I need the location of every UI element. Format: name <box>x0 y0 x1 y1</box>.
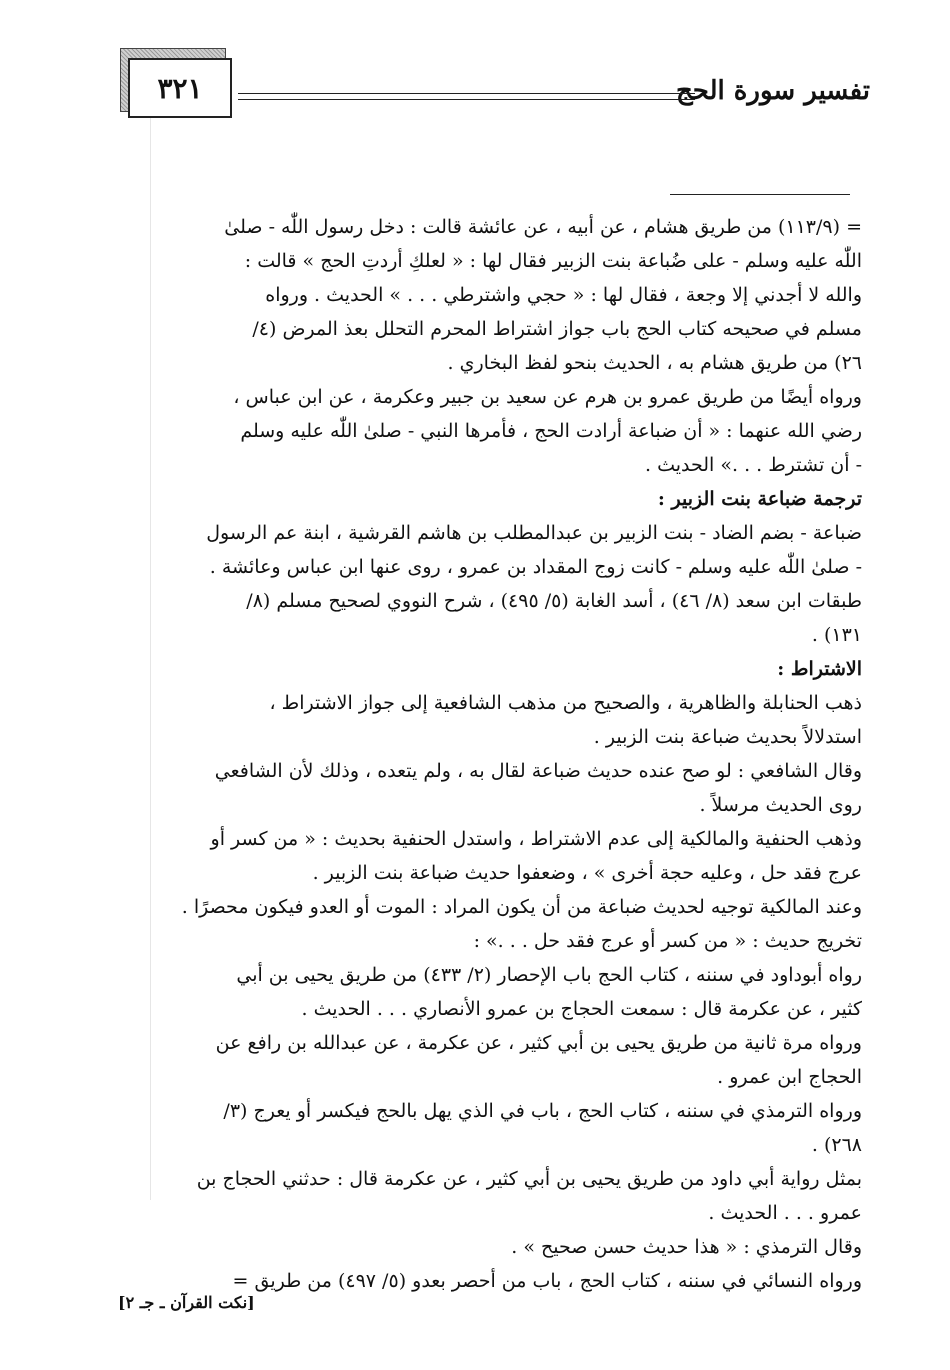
text-line: وقال الشافعي : لو صح عنده حديث ضباعة لقال به ، ولم يتعده ، وذلك لأن الشافعي <box>214 760 862 782</box>
text-line: رواه أبوداود في سننه ، كتاب الحج باب الإحصار (٢/ ٤٣٣) من طريق يحيى بن أبي <box>236 964 862 986</box>
text-line: استدلالاً بحديث ضباعة بنت الزبير . <box>593 726 862 748</box>
section-heading: ترجمة ضباعة بنت الزبير : <box>657 488 862 510</box>
text-line: ورواه أيضًا من طريق عمرو بن هرم عن سعيد بن جبير وعكرمة ، عن ابن عباس ، <box>233 386 862 408</box>
text-line: والله لا أجدني إلا وجعة ، فقال لها : « حجي واشترطي . . . » الحديث . ورواه <box>265 284 862 306</box>
text-line: ضباعة - بضم الضاد - بنت الزبير بن عبدالمطلب بن هاشم القرشية ، ابنة عم الرسول <box>206 522 862 544</box>
text-line: - صلىٰ اللّٰه عليه وسلم - كانت زوج المقداد بن عمرو ، روى عنها ابن عباس وعائشة . <box>209 556 862 578</box>
text-line: وقال الترمذي : « هذا حديث حسن صحيح » . <box>511 1236 862 1258</box>
text-line: بمثل رواية أبي داود من طريق يحيى بن أبي كثير ، عن عكرمة قال : حدثني الحجاج بن <box>196 1168 862 1190</box>
running-title: تفسير سورة الحج <box>676 76 870 106</box>
text-line: عمرو . . . الحديث . <box>708 1202 862 1224</box>
page-header <box>120 48 880 128</box>
text-line: ٢٦٨) . <box>811 1134 862 1156</box>
text-line: ٢٦) من طريق هشام به ، الحديث بنحو لفظ البخاري . <box>447 352 862 374</box>
text-line: ورواه الترمذي في سننه ، كتاب الحج ، باب في الذي يهل بالحج فيكسر أو يعرج (٣/ <box>223 1100 862 1122</box>
text-line: كثير ، عن عكرمة قال : سمعت الحجاج بن عمرو الأنصاري . . . الحديث . <box>301 998 862 1020</box>
footnote-text <box>118 210 862 1298</box>
page-number: ٣٢١ <box>128 58 232 118</box>
book-signature: [نكت القرآن ـ جـ ٢] <box>118 1293 255 1312</box>
text-line: = (١١٣/٩) من طريق هشام ، عن أبيه ، عن عائشة قالت : دخل رسول اللّٰه - صلىٰ <box>224 216 862 238</box>
text-line: رضي الله عنهما : « أن ضباعة أرادت الحج ، فأمرها النبي - صلىٰ اللّٰه عليه وسلم <box>240 420 862 442</box>
text-line: تخريج حديث : « من كسر أو عرج فقد حل . . .» : <box>473 930 862 952</box>
section-heading: الاشتراط : <box>777 658 862 680</box>
text-line: وعند المالكية توجيه لحديث ضباعة من أن يكون المراد : الموت أو العدو فيكون محصرًا . <box>181 896 862 918</box>
page-number-frame <box>120 48 232 120</box>
text-line: ذهب الحنابلة والظاهرية ، والصحيح من مذهب الشافعية إلى جواز الاشتراط ، <box>269 692 862 714</box>
text-line: وذهب الحنفية والمالكية إلى عدم الاشتراط ، واستدل الحنفية بحديث : « من كسر أو <box>210 828 862 850</box>
header-double-rule <box>238 93 695 100</box>
footnote-separator <box>670 194 850 195</box>
text-line: روى الحديث مرسلاً . <box>699 794 862 816</box>
text-line: - أن تشترط . . .» الحديث . <box>645 454 862 476</box>
text-line: عرج فقد حل ، وعليه حجة أخرى » ، وضعفوا حديث ضباعة بنت الزبير . <box>312 862 862 884</box>
text-line: الحجاج ابن عمرو . <box>717 1066 862 1088</box>
text-line: اللّٰه عليه وسلم - على ضُباعة بنت الزبير فقال لها : « لعلكِ أردتِ الحج » قالت : <box>244 250 862 272</box>
text-line: مسلم في صحيحه كتاب الحج باب جواز اشتراط المحرم التحلل بعذ المرض (٤/ <box>252 318 862 340</box>
text-line: طبقات ابن سعد (٨/ ٤٦) ، أسد الغابة (٥/ ٤٩٥) ، شرح النووي لصحيح مسلم (٨/ <box>246 590 862 612</box>
text-line: ورواه مرة ثانية من طريق يحيى بن أبي كثير ، عن عكرمة ، عن عبدالله بن رافع عن <box>215 1032 862 1054</box>
text-line: ١٣١) . <box>811 624 862 646</box>
text-line: ورواه النسائي في سننه ، كتاب الحج ، باب من أحصر بعدو (٥/ ٤٩٧) من طريق = <box>232 1270 862 1292</box>
